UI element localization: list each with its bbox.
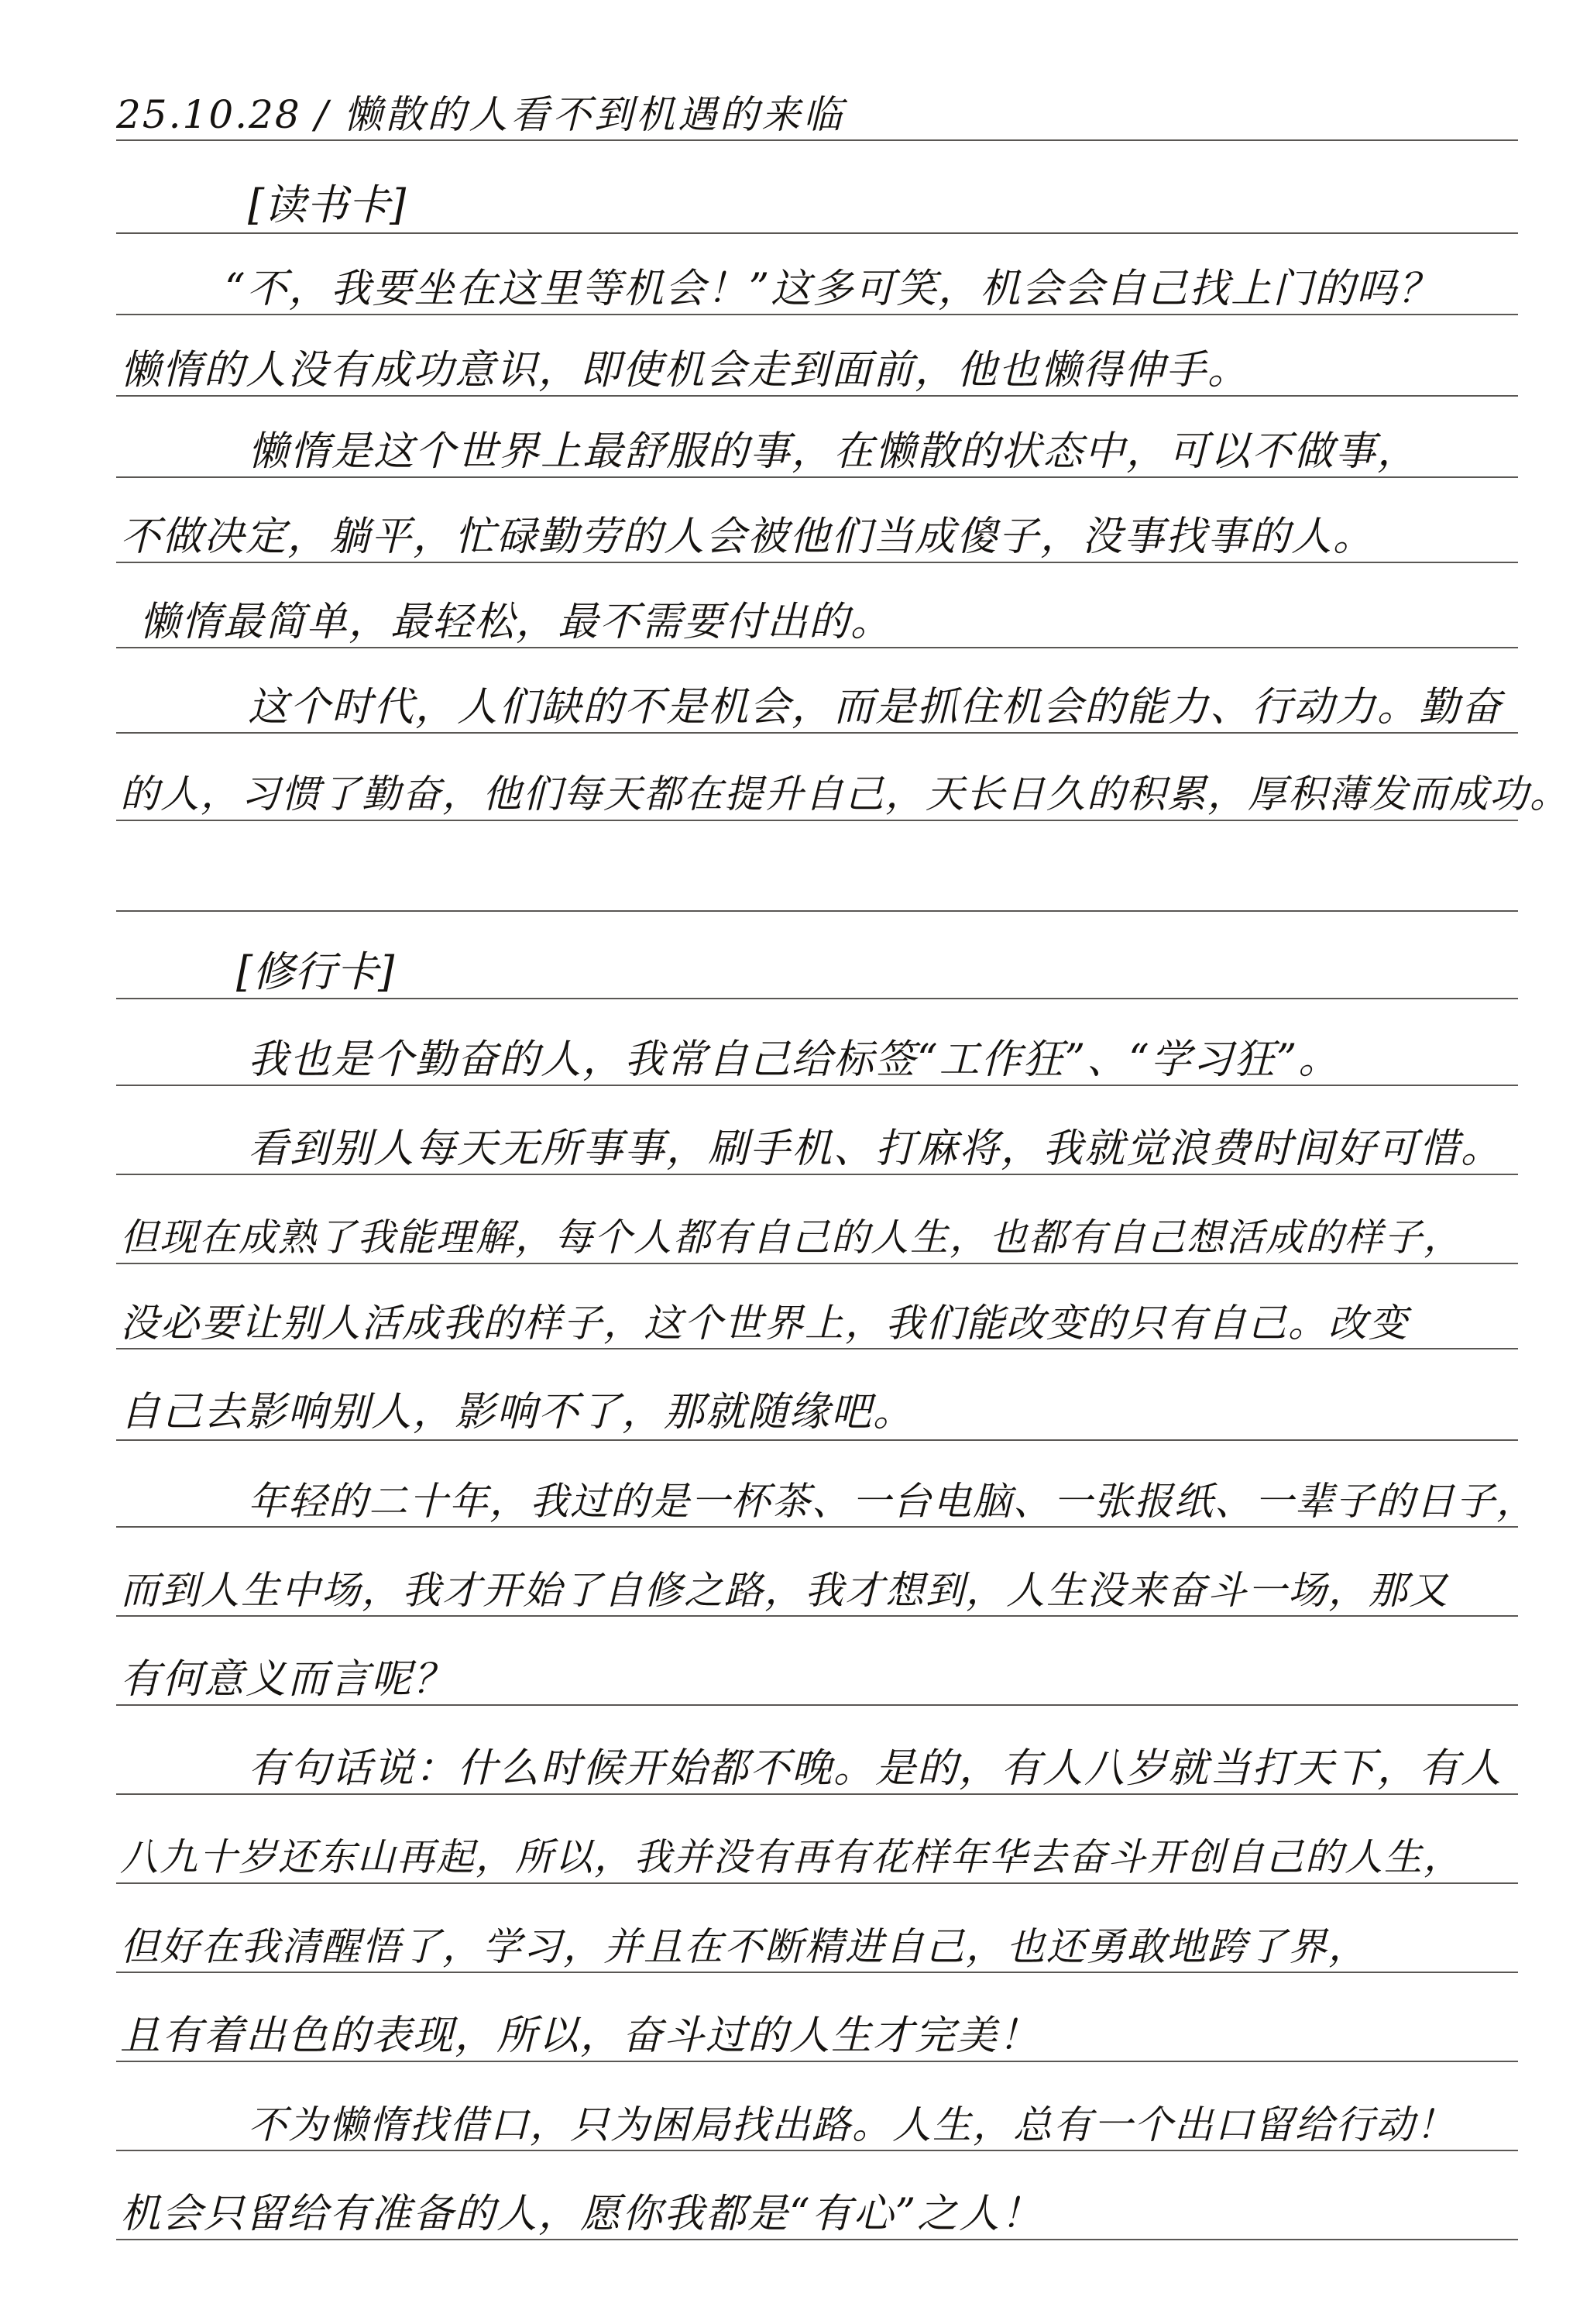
- header-separator: /: [314, 92, 344, 137]
- practice-line: 我也是个勤奋的人，我常自己给标签“工作狂”、“学习狂”。: [248, 1037, 1341, 1083]
- reading-line: 这个时代，人们缺的不是机会，而是抓住机会的能力、行动力。勤奋: [248, 684, 1503, 731]
- reading-line: “不，我要坐在这里等机会！”这多可笑，机会会自己找上门的吗？: [225, 266, 1441, 312]
- practice-line: 八九十岁还东山再起，所以，我并没有再有花样年华去奋斗开创自己的人生，: [120, 1835, 1464, 1879]
- practice-line: 没必要让别人活成我的样子，这个世界上，我们能改变的只有自己。改变: [120, 1301, 1409, 1346]
- practice-line: 看到别人每天无所事事，刷手机、打麻将，我就觉浪费时间好可惜。: [248, 1126, 1503, 1172]
- ruled-line: [116, 1439, 1518, 1441]
- ruled-line: [116, 232, 1518, 234]
- ruled-line: [116, 910, 1518, 912]
- header-date: 25.10.28: [116, 92, 301, 137]
- practice-line: 机会只留给有准备的人，愿你我都是“有心”之人！: [120, 2191, 1043, 2237]
- reading-line: 懒惰最简单，最轻松，最不需要付出的。: [139, 599, 893, 645]
- reading-line: 懒惰的人没有成功意识，即使机会走到面前，他也懒得伸手。: [120, 347, 1250, 394]
- practice-line: 有何意义而言呢？: [120, 1656, 455, 1703]
- practice-line: 而到人生中场，我才开始了自修之路，我才想到，人生没来奋斗一场，那又: [120, 1568, 1449, 1613]
- practice-line: 但现在成熟了我能理解，每个人都有自己的人生，也都有自己想活成的样子，: [120, 1215, 1464, 1260]
- practice-line: 自己去影响别人，影响不了，那就随缘吧。: [120, 1389, 915, 1435]
- practice-section-label: [修行卡]: [236, 947, 395, 996]
- page-header: [116, 89, 845, 140]
- practice-line: 年轻的二十年，我过的是一杯茶、一台电脑、一张报纸、一辈子的日子，: [248, 1479, 1537, 1524]
- reading-line: 的人，习惯了勤奋，他们每天都在提升自己，天长日久的积累，厚积薄发而成功。: [120, 772, 1570, 816]
- practice-line: 有句话说：什么时候开始都不晚。是的，有人八岁就当打天下，有人: [248, 1745, 1503, 1792]
- header-title: 懒散的人看不到机遇的来临: [343, 92, 846, 137]
- reading-line: 不做决定，躺平，忙碌勤劳的人会被他们当成傻子，没事找事的人。: [120, 514, 1376, 560]
- reading-line: 懒惰是这个世界上最舒服的事，在懒散的状态中，可以不做事，: [248, 428, 1420, 475]
- ruled-line: [116, 820, 1518, 821]
- reading-section-label: [读书卡]: [248, 180, 407, 229]
- practice-line: 不为懒惰找借口，只为困局找出路。人生，总有一个出口留给行动！: [248, 2102, 1456, 2147]
- practice-line: 但好在我清醒悟了，学习，并且在不断精进自己，也还勇敢地跨了界，: [120, 1924, 1369, 1969]
- practice-line: 且有着出色的表现，所以，奋斗过的人生才完美！: [120, 2013, 1041, 2059]
- ruled-line: [116, 998, 1518, 999]
